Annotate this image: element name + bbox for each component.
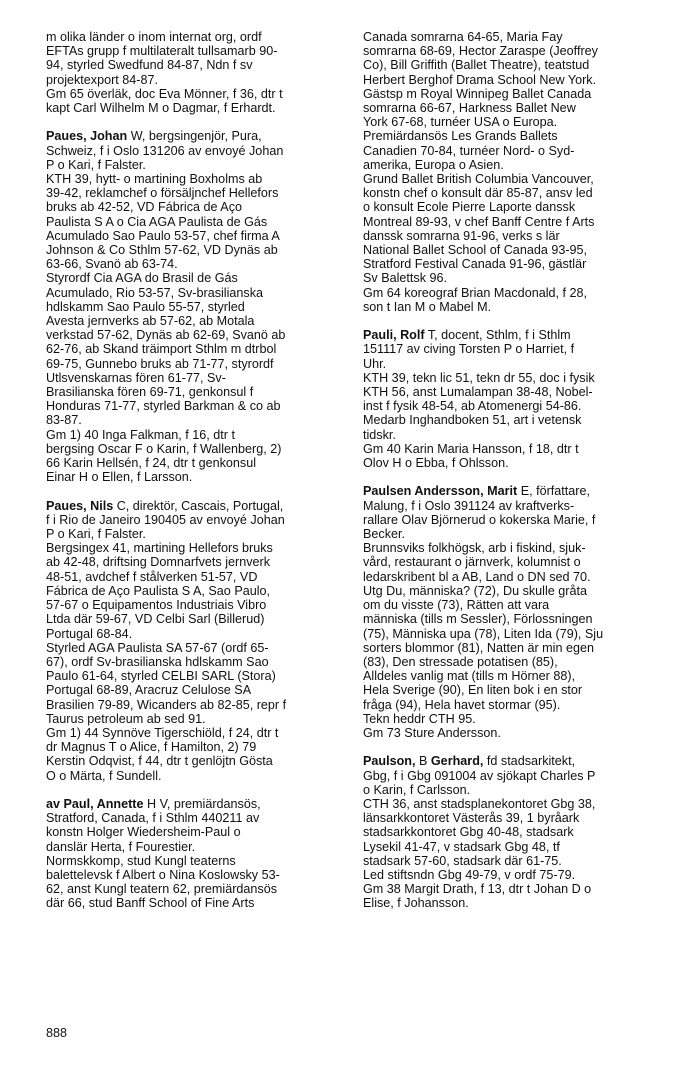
entry-line — [363, 754, 657, 768]
entry-text: Herbert Berghof Drama School New York. — [363, 72, 597, 87]
entry-line — [363, 854, 657, 868]
entry-text: inst f fysik 48-54, ab Atomenergi 54-86. — [363, 399, 582, 414]
entry-line — [363, 811, 657, 825]
biography-entry — [363, 328, 657, 470]
entry-text: Alldeles vanlig mat (tills m Hörner 88), — [363, 669, 576, 684]
entry-line — [46, 513, 344, 527]
entry-line — [363, 385, 657, 399]
entry-text: Avesta jernverks ab 57-62, ab Motala — [46, 314, 255, 329]
entry-name: Pauli, Rolf — [363, 328, 425, 343]
entry-line — [46, 797, 344, 811]
entry-line — [363, 783, 657, 797]
entry-text: (75), Människa upa (78), Liten Ida (79), Sju — [363, 626, 604, 641]
biography-entry — [46, 499, 344, 783]
biography-entry — [363, 754, 657, 910]
entry-line — [46, 726, 344, 740]
entry-line — [46, 527, 344, 541]
right-column — [363, 30, 657, 925]
left-column — [46, 30, 344, 925]
entry-line — [363, 357, 657, 371]
entry-line — [46, 87, 344, 101]
entry-text: Utlsvenskarnas fören 61-77, Sv- — [46, 370, 226, 385]
entry-text: 62, anst Kungl teatern 62, premiärdansös — [46, 882, 278, 897]
entry-text: York 67-68, turnéer USA o Europa. — [363, 115, 558, 130]
biography-entry — [46, 129, 344, 484]
entry-line — [46, 896, 344, 910]
entry-text: KTH 56, anst Lumalampan 38-48, Nobel- — [363, 385, 593, 400]
entry-text: Portugal 68-84. — [46, 626, 133, 641]
entry-line — [46, 840, 344, 854]
entry-line — [46, 129, 344, 143]
entry-text: Gbg, f i Gbg 091004 av sjökapt Charles P — [363, 768, 596, 783]
entry-text: m olika länder o inom internat org, ordf — [46, 30, 262, 44]
entry-line — [46, 541, 344, 555]
entry-line — [363, 87, 657, 101]
entry-line — [363, 570, 657, 584]
entry-text: H V, premiärdansös, — [143, 796, 261, 811]
entry-line — [363, 627, 657, 641]
entry-text: stadsark 57-60, stadsark där 61-75. — [363, 853, 562, 868]
entry-line — [363, 328, 657, 342]
entry-text: Styrordf Cia AGA do Brasil de Gás — [46, 271, 238, 286]
entry-line — [363, 868, 657, 882]
entry-line — [363, 243, 657, 257]
entry-text: länsarkkontoret Västerås 39, 1 byråark — [363, 811, 580, 826]
entry-text: somrarna 66-67, Harkness Ballet New — [363, 101, 576, 116]
entry-text: Bergsingex 41, martining Hellefors bruks — [46, 541, 273, 556]
entry-text: 94, styrled Swedfund 84-87, Ndn f sv — [46, 58, 253, 73]
entry-name: av Paul, Annette — [46, 796, 144, 811]
entry-name: Paulson, — [363, 754, 416, 769]
entry-text: Gm 73 Sture Andersson. — [363, 725, 501, 740]
entry-text: Gm 1) 40 Inga Falkman, f 16, dtr t — [46, 427, 235, 442]
entry-text: KTH 39, hytt- o martining Boxholms ab — [46, 172, 263, 187]
entry-text: vård, restaurant o järnverk, kolumnist o — [363, 555, 581, 570]
entry-line — [363, 797, 657, 811]
entry-text: Co), Bill Griffith (Ballet Theatre), teatstud — [363, 58, 590, 73]
entry-line — [363, 484, 657, 498]
entry-text: Canada somrarna 64-65, Maria Fay — [363, 30, 563, 44]
entry-line — [46, 612, 344, 626]
entry-line — [46, 868, 344, 882]
entry-line — [46, 243, 344, 257]
entry-text: Malung, f i Oslo 391124 av kraftverks- — [363, 498, 575, 513]
entry-line — [363, 896, 657, 910]
entry-line — [363, 371, 657, 385]
entry-line — [363, 186, 657, 200]
entry-text: balettelevsk f Albert o Nina Koslowsky 53- — [46, 867, 280, 882]
entry-line — [46, 413, 344, 427]
entry-text: Grund Ballet British Columbia Vancouver, — [363, 172, 594, 187]
entry-text: 48-51, avdchef f stålverken 51-57, VD — [46, 569, 258, 584]
entry-text: projektexport 84-87. — [46, 72, 159, 87]
entry-line — [46, 769, 344, 783]
entry-text: danslär Herta, f Fourestier. — [46, 839, 196, 854]
entry-text: Becker. — [363, 527, 405, 542]
entry-text: Utg Du, människa? (72), Du skulle gråta — [363, 583, 587, 598]
entry-line — [46, 754, 344, 768]
entry-line — [46, 215, 344, 229]
entry-text: Montreal 89-93, v chef Banff Centre f Arts — [363, 214, 595, 229]
entry-text: 69-75, Gunnebo bruks ab 71-77, styrordf — [46, 356, 274, 371]
entry-text: Canadien 70-84, turnéer Nord- o Syd- — [363, 143, 575, 158]
entry-initial: B — [415, 754, 431, 769]
entry-text: somrarna 68-69, Hector Zaraspe (Jeoffrey — [363, 44, 598, 59]
entry-line — [46, 470, 344, 484]
entry-line — [46, 30, 344, 44]
entry-text: tidskr. — [363, 427, 396, 442]
entry-text: o Karin, f Carlsson. — [363, 782, 471, 797]
entry-line — [46, 328, 344, 342]
entry-line — [363, 101, 657, 115]
entry-text: amerika, Europa o Asien. — [363, 157, 504, 172]
entry-line — [363, 641, 657, 655]
entry-text: CTH 36, anst stadsplanekontoret Gbg 38, — [363, 796, 596, 811]
entry-line — [363, 158, 657, 172]
entry-text: Brasilianska fören 69-71, genkonsul f — [46, 385, 254, 400]
entry-line — [46, 172, 344, 186]
entry-line — [46, 186, 344, 200]
entry-text: 57-67 o Equipamentos Industriais Vibro — [46, 598, 267, 613]
entry-text: Sv Balettsk 96. — [363, 271, 447, 286]
entry-text: Hela Sverige (90), En liten bok i en stor — [363, 683, 583, 698]
entry-line — [363, 73, 657, 87]
entry-text: E, författare, — [517, 484, 590, 499]
entry-text: Elise, f Johansson. — [363, 896, 469, 911]
entry-line — [363, 683, 657, 697]
entry-line — [363, 825, 657, 839]
entry-text: 63-66, Svanö ab 63-74. — [46, 257, 178, 272]
entry-text: rallare Olav Björnerud o kokerska Marie, f — [363, 512, 596, 527]
entry-text: 62-76, ab Skand träimport Sthlm m dtrbol — [46, 342, 277, 357]
entry-line — [363, 669, 657, 683]
entry-text: Acumulado, Rio 53-57, Sv-brasilianska — [46, 285, 263, 300]
entry-line — [363, 342, 657, 356]
entry-line — [363, 612, 657, 626]
entry-text: fråga (94), Hela havet stormar (95). — [363, 697, 561, 712]
entry-text: National Ballet School of Canada 93-95, — [363, 243, 588, 258]
entry-text: ab 42-48, driftsing Domnarfvets jernverk — [46, 555, 270, 570]
entry-line — [46, 342, 344, 356]
entry-line — [363, 44, 657, 58]
entry-text: människa (tills m Sessler), Förlossningen — [363, 612, 593, 627]
entry-line — [46, 300, 344, 314]
entry-line — [363, 229, 657, 243]
entry-text: 66 Karin Hellsén, f 24, dtr t genkonsul — [46, 456, 257, 471]
entry-line — [363, 271, 657, 285]
entry-text: Gästsp m Royal Winnipeg Ballet Canada — [363, 86, 592, 101]
entry-text: Gm 1) 44 Synnöve Tigerschiöld, f 24, dtr t — [46, 725, 279, 740]
entry-text: Johnson & Co Sthlm 57-62, VD Dynäs ab — [46, 243, 278, 258]
entry-text: Brasilien 79-89, Wicanders ab 82-85, repr f — [46, 697, 287, 712]
entry-text: Portugal 68-89, Aracruz Celulose SA — [46, 683, 252, 698]
entry-text: f i Rio de Janeiro 190405 av envoyé Johan — [46, 512, 285, 527]
entry-text: Stratford, Canada, f i Sthlm 440211 av — [46, 811, 260, 826]
entry-line — [363, 555, 657, 569]
entry-text: Ltda där 59-67, VD Celbi Sarl (Billerud) — [46, 612, 265, 627]
entry-text: W, bergsingenjör, Pura, — [127, 129, 262, 144]
entry-line — [363, 428, 657, 442]
entry-line — [46, 399, 344, 413]
entry-text: Brunnsviks folkhögsk, arb i fiskind, sjuk- — [363, 541, 586, 556]
entry-line — [46, 570, 344, 584]
entry-line — [46, 371, 344, 385]
entry-line — [46, 641, 344, 655]
entry-line — [46, 101, 344, 115]
entry-line — [363, 286, 657, 300]
entry-line — [363, 115, 657, 129]
entry-text: Gm 65 överläk, doc Eva Mönner, f 36, dtr t — [46, 86, 283, 101]
entry-text: stadsarkkontoret Gbg 40-48, stadsark — [363, 825, 574, 840]
entry-line — [363, 200, 657, 214]
entry-name: Paues, Nils — [46, 498, 114, 513]
entry-line — [46, 73, 344, 87]
entry-line — [363, 442, 657, 456]
entry-line — [363, 499, 657, 513]
entry-name: Paues, Johan — [46, 129, 128, 144]
entry-text: o konsult Ecole Pierre Laporte danssk — [363, 200, 576, 215]
entry-text: Schweiz, f i Oslo 131206 av envoyé Johan — [46, 143, 284, 158]
entry-text: Olov H o Ebba, f Ohlsson. — [363, 456, 509, 471]
entry-text: Gm 64 koreograf Brian Macdonald, f 28, — [363, 285, 588, 300]
entry-text: 151117 av civing Torsten P o Harriet, f — [363, 342, 575, 357]
entry-line — [363, 399, 657, 413]
entry-line — [363, 300, 657, 314]
entry-line — [46, 257, 344, 271]
entry-text: Led stiftsndn Gbg 49-79, v ordf 75-79. — [363, 867, 576, 882]
entry-line — [363, 257, 657, 271]
entry-line — [46, 811, 344, 825]
entry-name: Paulsen Andersson, Marit — [363, 484, 518, 499]
entry-line — [363, 513, 657, 527]
entry-line — [46, 385, 344, 399]
entry-line — [46, 598, 344, 612]
entry-line — [46, 669, 344, 683]
entry-line — [46, 499, 344, 513]
entry-line — [46, 627, 344, 641]
entry-text: Gm 38 Margit Drath, f 13, dtr t Johan D o — [363, 882, 592, 897]
entry-line — [46, 882, 344, 896]
entry-text: 39-42, reklamchef o försäljnchef Hellefors — [46, 186, 279, 201]
entry-text: Styrled AGA Paulista SA 57-67 (ordf 65- — [46, 640, 269, 655]
entry-line — [46, 740, 344, 754]
entry-line — [46, 200, 344, 214]
entry-line — [363, 882, 657, 896]
entry-line — [46, 44, 344, 58]
entry-line — [46, 271, 344, 285]
entry-text: verkstad 57-62, Dynäs ab 62-69, Svanö ab — [46, 328, 286, 343]
entry-line — [363, 215, 657, 229]
entry-text: O o Märta, f Sundell. — [46, 768, 162, 783]
entry-line — [363, 726, 657, 740]
entry-text: Stratford Festival Canada 91-96, gästlär — [363, 257, 587, 272]
entry-text: 67), ordf Sv-brasilianska hdlskamm Sao — [46, 654, 269, 669]
entry-line — [363, 413, 657, 427]
page-number: 888 — [46, 1026, 68, 1040]
entry-line — [46, 442, 344, 456]
entry-line — [46, 456, 344, 470]
entry-line — [46, 357, 344, 371]
entry-line — [46, 58, 344, 72]
entry-line — [363, 655, 657, 669]
entry-text: KTH 39, tekn lic 51, tekn dr 55, doc i fysik — [363, 370, 595, 385]
entry-text: Taurus petroleum ab sed 91. — [46, 711, 206, 726]
entry-line — [46, 314, 344, 328]
entry-text: danssk somrarna 91-96, verks s lär — [363, 228, 560, 243]
entry-line — [363, 840, 657, 854]
entry-text: hdlskamm Sao Paulo 55-57, styrled — [46, 299, 245, 314]
biography-entry — [363, 484, 657, 740]
entry-line — [363, 541, 657, 555]
entry-line — [363, 712, 657, 726]
entry-text: bergsing Oscar F o Karin, f Wallenberg, 2) — [46, 441, 282, 456]
entry-text: Gm 40 Karin Maria Hansson, f 18, dtr t — [363, 441, 579, 456]
entry-text: P o Kari, f Falster. — [46, 157, 146, 172]
entry-text: Tekn heddr CTH 95. — [363, 711, 476, 726]
entry-line — [46, 158, 344, 172]
entry-text: Normskkomp, stud Kungl teaterns — [46, 853, 236, 868]
entry-line — [363, 769, 657, 783]
entry-text: C, direktör, Cascais, Portugal, — [113, 498, 284, 513]
entry-text: om du visste (73), Rätten att vara — [363, 598, 550, 613]
entry-line — [363, 698, 657, 712]
entry-text: fd stadsarkitekt, — [483, 754, 576, 769]
biography-entry — [46, 797, 344, 911]
entry-text: EFTAs grupp f multilateralt tullsamarb 90- — [46, 44, 278, 59]
entry-line — [46, 683, 344, 697]
entry-text: bruks ab 42-52, VD Fábrica de Aço — [46, 200, 243, 215]
entry-text: Kerstin Odqvist, f 44, dtr t genlöjtn Gösta — [46, 754, 273, 769]
entry-text: konstn Holger Wiedersheim-Paul o — [46, 825, 241, 840]
entry-text: Paulo 61-64, styrled CELBI SARL (Stora) — [46, 669, 276, 684]
biography-entry — [363, 30, 657, 314]
entry-line — [46, 854, 344, 868]
entry-line — [46, 286, 344, 300]
entry-text: Acumulado Sao Paulo 53-57, chef firma A — [46, 228, 280, 243]
entry-line — [363, 584, 657, 598]
entry-text: Fábrica de Aço Paulista S A, Sao Paulo, — [46, 583, 271, 598]
entry-text: kapt Carl Wilhelm M o Dagmar, f Erhardt. — [46, 101, 276, 116]
entry-line — [46, 825, 344, 839]
entry-line — [363, 144, 657, 158]
entry-text: Paulista S A o Cia AGA Paulista de Gás — [46, 214, 268, 229]
entry-line — [46, 428, 344, 442]
entry-text: Lysekil 41-47, v stadsark Gbg 48, tf — [363, 839, 560, 854]
entry-text: dr Magnus T o Alice, f Hamilton, 2) 79 — [46, 740, 257, 755]
entry-text: 83-87. — [46, 413, 82, 428]
entry-line — [46, 555, 344, 569]
entry-text: sorters blommor (81), Natten är min egen — [363, 640, 594, 655]
entry-text: son t Ian M o Mabel M. — [363, 299, 492, 314]
entry-name-given: Gerhard, — [430, 754, 484, 769]
biography-entry — [46, 30, 344, 115]
entry-text: ledarskribent bl a AB, Land o DN sed 70. — [363, 569, 591, 584]
entry-text: Premiärdansös Les Grands Ballets — [363, 129, 558, 144]
entry-line — [363, 598, 657, 612]
entry-text: där 66, stud Banff School of Fine Arts — [46, 896, 255, 911]
entry-text: P o Kari, f Falster. — [46, 527, 146, 542]
entry-line — [46, 229, 344, 243]
entry-text: Honduras 71-77, styrled Barkman & co ab — [46, 399, 281, 414]
entry-line — [363, 456, 657, 470]
entry-text: Uhr. — [363, 356, 387, 371]
entry-line — [363, 172, 657, 186]
entry-text: (83), Den stressade potatisen (85), — [363, 654, 558, 669]
entry-text: Einar H o Ellen, f Larsson. — [46, 470, 193, 485]
entry-line — [46, 712, 344, 726]
entry-text: T, docent, Sthlm, f i Sthlm — [424, 328, 571, 343]
entry-line — [363, 129, 657, 143]
entry-line — [46, 584, 344, 598]
entry-line — [363, 527, 657, 541]
entry-text: Medarb Inghandboken 51, art i vetensk — [363, 413, 582, 428]
entry-line — [46, 655, 344, 669]
entry-line — [46, 698, 344, 712]
entry-line — [363, 30, 657, 44]
entry-line — [46, 144, 344, 158]
entry-line — [363, 58, 657, 72]
entry-text: konstn chef o konsult där 85-87, ansv led — [363, 186, 593, 201]
